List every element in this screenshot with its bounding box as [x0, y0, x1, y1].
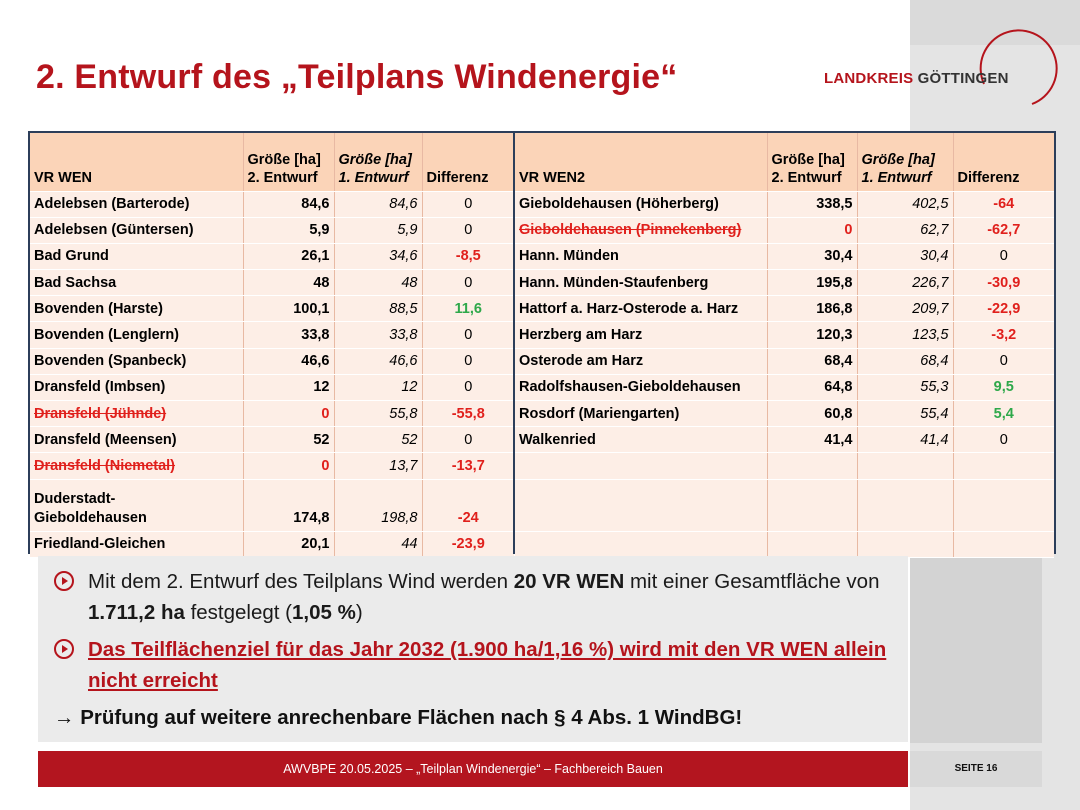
table-row: Gieboldehausen (Pinnekenberg) 0 62,7 -62,7	[515, 217, 1054, 243]
header-size-2: Größe [ha] 2. Entwurf	[243, 133, 334, 191]
right-table	[513, 131, 1056, 554]
logo-text-goettingen: GÖTTINGEN	[917, 70, 1009, 87]
header-size-1: Größe [ha] 1. Entwurf	[857, 133, 953, 191]
header-diff: Differenz	[953, 133, 1054, 191]
play-circle-icon	[54, 639, 74, 659]
play-circle-icon	[54, 571, 74, 591]
arrow-conclusion: → Prüfung auf weitere anrechenbare Flächen nach § 4 Abs. 1 WindBG!	[54, 706, 743, 729]
table-row: Walkenried 41,4 41,4 0	[515, 427, 1054, 453]
table-row: Radolfshausen-Gieboldehausen 64,8 55,3 9,5	[515, 374, 1054, 400]
table-row: Dransfeld (Imbsen) 12 12 0	[30, 374, 514, 400]
table-row: Bad Sachsa 48 48 0	[30, 270, 514, 296]
left-table	[28, 131, 516, 554]
table-row: Bovenden (Harste) 100,1 88,5 11,6	[30, 296, 514, 322]
table-row: Dransfeld (Meensen) 52 52 0	[30, 427, 514, 453]
header-diff: Differenz	[422, 133, 514, 191]
table-row: Hattorf a. Harz-Osterode a. Harz 186,8 209,7 -22,9	[515, 296, 1054, 322]
table-row: Duderstadt- Gieboldehausen 174,8 198,8 -24	[30, 479, 514, 531]
table-row: Bad Grund 26,1 34,6 -8,5	[30, 243, 514, 269]
table-row: Hann. Münden-Staufenberg 195,8 226,7 -30,9	[515, 270, 1054, 296]
table-row: Bovenden (Spanbeck) 46,6 46,6 0	[30, 348, 514, 374]
table-row: Herzberg am Harz 120,3 123,5 -3,2	[515, 322, 1054, 348]
right-band-mid	[910, 553, 1042, 743]
table-header-row	[515, 133, 1054, 191]
table-row: Bovenden (Lenglern) 33,8 33,8 0	[30, 322, 514, 348]
table-row: Osterode am Harz 68,4 68,4 0	[515, 348, 1054, 374]
table-row: Friedland-Gleichen 20,1 44 -23,9	[30, 531, 514, 557]
logo-text-landkreis: LANDKREIS	[824, 70, 918, 87]
table-row-empty	[515, 453, 1054, 479]
table-row: Dransfeld (Niemetal) 0 13,7 -13,7	[30, 453, 514, 479]
page-number: SEITE 16	[910, 751, 1042, 787]
footer-bar: AWVBPE 20.05.2025 – „Teilplan Windenergie“ – Fachbereich Bauen	[38, 751, 908, 787]
table-row: Dransfeld (Jühnde) 0 55,8 -55,8	[30, 401, 514, 427]
header-vr-wen2: VR WEN2	[515, 133, 767, 191]
header-size-2: Größe [ha] 2. Entwurf	[767, 133, 857, 191]
landkreis-logo	[824, 22, 1064, 112]
header-vr-wen: VR WEN	[30, 133, 243, 191]
table-row: Hann. Münden 30,4 30,4 0	[515, 243, 1054, 269]
table-header-row	[30, 133, 514, 191]
bullet-2: Das Teilflächenziel für das Jahr 2032 (1.900 ha/1,16 %) wird mit den VR WEN allein nicht erreicht	[54, 634, 908, 696]
slide-title: 2. Entwurf des „Teilplans Windenergie“	[36, 58, 678, 96]
table-row-empty	[515, 479, 1054, 531]
table-row-empty	[515, 531, 1054, 557]
bullet-box	[38, 556, 908, 742]
table-row: Adelebsen (Güntersen) 5,9 5,9 0	[30, 217, 514, 243]
header-size-1: Größe [ha] 1. Entwurf	[334, 133, 422, 191]
logo-arc-icon	[954, 22, 1064, 112]
bullet-1: Mit dem 2. Entwurf des Teilplans Wind werden 20 VR WEN mit einer Gesamtfläche von 1.711,2 ha festgelegt (1,05 %)	[54, 566, 908, 628]
table-row: Rosdorf (Mariengarten) 60,8 55,4 5,4	[515, 401, 1054, 427]
table-row: Adelebsen (Barterode) 84,6 84,6 0	[30, 191, 514, 217]
table-row: Gieboldehausen (Höherberg) 338,5 402,5 -64	[515, 191, 1054, 217]
